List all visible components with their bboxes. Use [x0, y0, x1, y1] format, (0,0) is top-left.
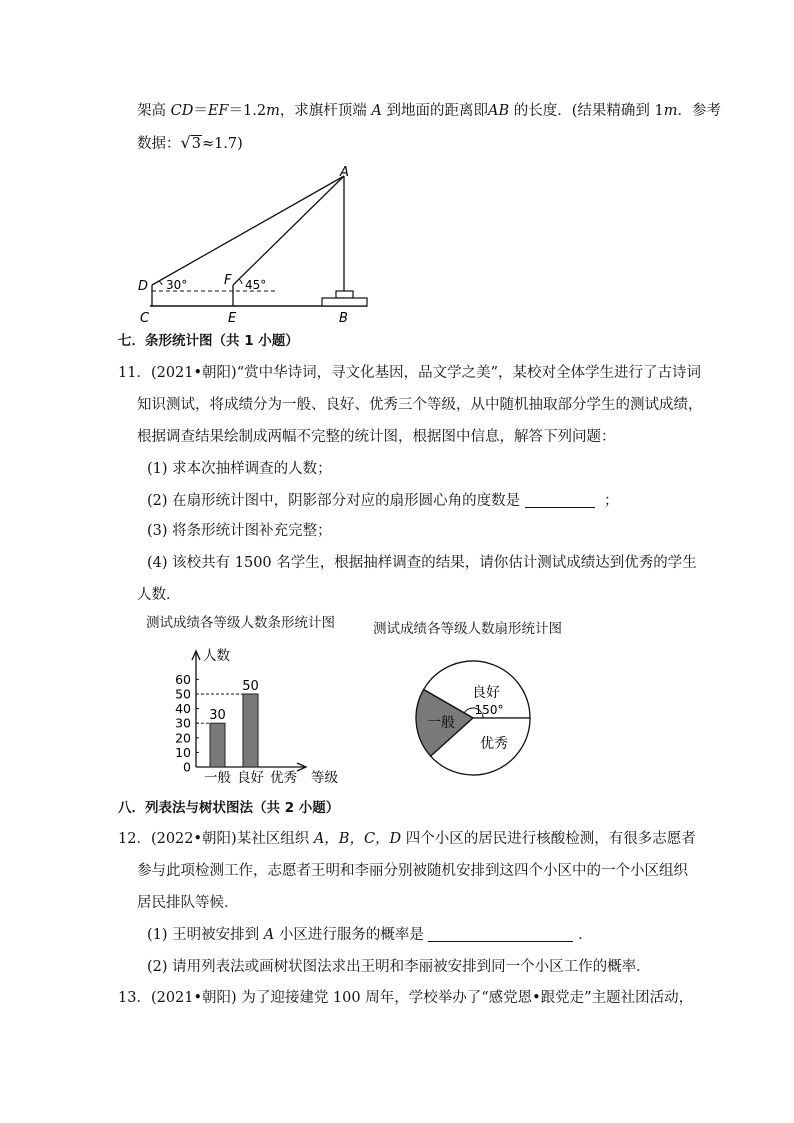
flagpole-diagram [0, 0, 794, 330]
bar-category-label: 良好 [237, 770, 264, 786]
label-a: A [340, 165, 349, 180]
label-c: C [140, 311, 150, 326]
q11-part3: (3) 将条形统计图补充完整； [147, 523, 332, 539]
answer-blank-probability[interactable] [428, 927, 573, 942]
angle-arc-f [239, 279, 242, 284]
pie-label: 一般 [427, 715, 455, 731]
q10-continuation-line2: 数据：√3≈1.7) [137, 133, 243, 152]
q11-part1: (1) 求本次抽样调查的人数； [147, 461, 332, 477]
bar-y-tick-label: 40 [175, 701, 191, 717]
q11-part4b: 人数． [137, 587, 181, 603]
bar-y-tick-label: 10 [175, 744, 191, 760]
label-angle-30: 30° [166, 278, 188, 292]
sqrt-sign: √ [180, 133, 191, 152]
q13-line1: 13．(2021•朝阳) 为了迎接建党 100 周年，学校举办了“感党恩•跟党走”主题社团活动， [118, 990, 694, 1006]
pie-label: 优秀 [480, 736, 508, 752]
q11-part2: (2) 在扇形统计图中，阴影部分对应的扇形圆心角的度数是 ； [147, 493, 619, 509]
q10-continuation-line1: 架高 CD＝EF＝1.2m，求旗杆顶端 A 到地面的距离即AB 的长度．(结果精确到 1m．参考 [137, 103, 722, 119]
bar-chart-title: 测试成绩各等级人数条形统计图 [146, 615, 335, 631]
q12-line3: 居民排队等候． [137, 895, 239, 911]
section-heading-8: 八．列表法与树状图法（共 2 小题） [118, 800, 340, 816]
sight-line-da [152, 176, 344, 285]
label-e: E [228, 311, 237, 326]
bar-x-label: 等级 [311, 770, 338, 786]
section-heading-7: 七．条形统计图（共 1 小题） [118, 333, 299, 349]
q12-part1: (1) 王明被安排到 A 小区进行服务的概率是 ． [147, 927, 593, 943]
q12-line2: 参与此项检测工作，志愿者王明和李丽分别被随机安排到这四个小区中的一个小区组织 [137, 863, 688, 879]
sqrt-radicand: 3 [191, 136, 201, 152]
q11-line2: 知识测试，将成绩分为一般、良好、优秀三个等级，从中随机抽取部分学生的测试成绩， [137, 397, 703, 413]
bar-y-tick-label: 20 [175, 730, 191, 746]
q11-part4a: (4) 该校共有 1500 名学生，根据抽样调查的结果，请你估计测试成绩达到优秀的学生 [147, 555, 697, 571]
q11-line3: 根据调查结果绘制成两幅不完整的统计图，根据图中信息，解答下列问题： [137, 429, 616, 445]
q12-line1: 12．(2022•朝阳)某社区组织 A，B，C，D 四个小区的居民进行核酸检测，有很多志愿者 [118, 831, 696, 847]
label-d: D [138, 279, 149, 294]
angle-arc-d [159, 281, 162, 285]
label-f: F [224, 273, 232, 288]
sight-line-fa [233, 176, 344, 285]
q11-line1: 11．(2021•朝阳)“赏中华诗词，寻文化基因，品文学之美”，某校对全体学生进行了古诗词 [118, 365, 702, 381]
pie-angle-label: 150° [474, 703, 504, 717]
pie-chart-title: 测试成绩各等级人数扇形统计图 [373, 621, 562, 637]
bar-category-label: 优秀 [270, 770, 297, 786]
answer-blank-angle[interactable] [525, 493, 595, 508]
pie-chart [0, 620, 794, 790]
bar-value-label: 30 [209, 708, 226, 724]
pole-base-top [336, 291, 353, 298]
bar-category-label: 一般 [204, 770, 231, 786]
bar-y-label: 人数 [203, 648, 230, 664]
q12-part2: (2) 请用列表法或画树状图法求出王明和李丽被安排到同一个小区工作的概率． [147, 959, 651, 975]
bar-y-tick-label: 0 [183, 759, 191, 775]
bar-y-tick-label: 30 [175, 715, 191, 731]
label-b: B [339, 311, 348, 326]
bar-y-tick-label: 60 [175, 671, 191, 687]
bar-y-tick-label: 50 [175, 686, 191, 702]
pole-base-bottom [322, 298, 367, 306]
bar-value-label: 50 [242, 679, 259, 694]
label-angle-45: 45° [245, 278, 267, 292]
pie-label: 良好 [472, 685, 500, 701]
